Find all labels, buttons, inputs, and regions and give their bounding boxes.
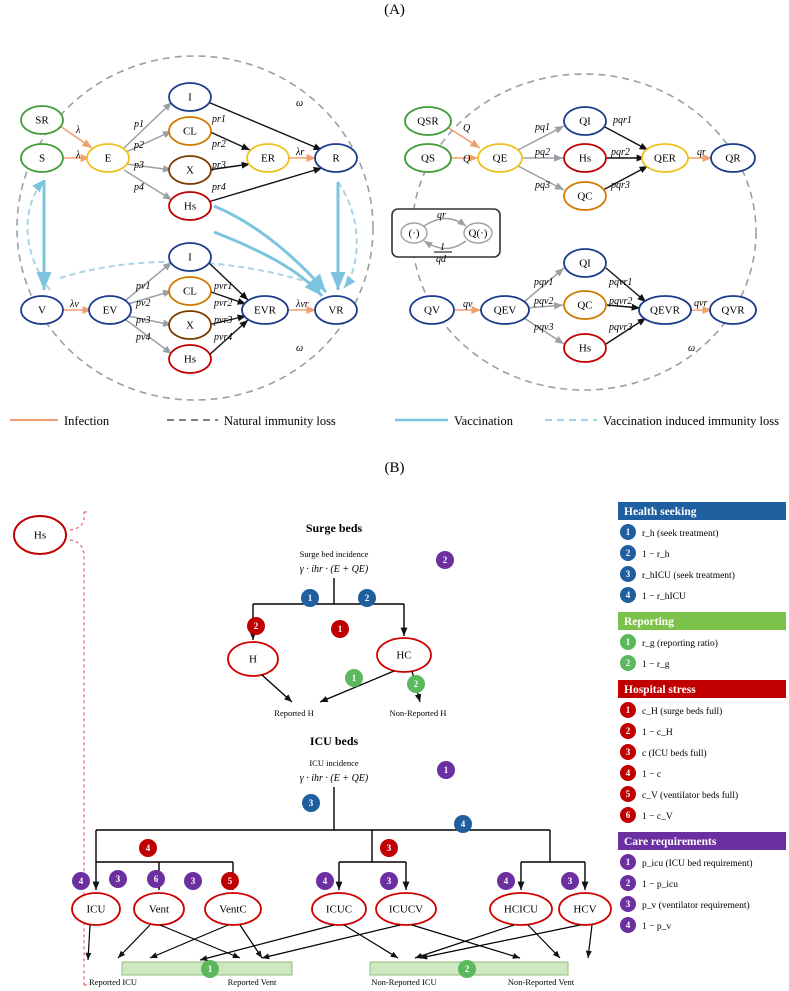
- legend-item-hs-1: r_h (seek treatment): [642, 529, 719, 539]
- edge-label-pvr3: pvr3: [214, 315, 233, 326]
- svg-text:Q(·): Q(·): [468, 227, 488, 240]
- panel-a-right-model: [392, 74, 756, 390]
- output-non-reported-icu: Non-Reported ICU: [371, 977, 437, 987]
- greek-lambda-r: λr: [296, 147, 305, 158]
- legend-item-care-1: p_icu (ICU bed requirement): [642, 859, 753, 869]
- edge-label-p3: p3: [134, 160, 144, 171]
- output-non-reported-h: Non-Reported H: [389, 708, 447, 718]
- node-EVR[interactable]: [242, 296, 288, 324]
- node-QER[interactable]: [642, 144, 688, 172]
- vacc-immunity-loss-right: [338, 182, 357, 288]
- q-label-qv: qv: [463, 299, 473, 310]
- node-ER[interactable]: [247, 144, 289, 172]
- edge-label-pr1: pr1: [212, 114, 226, 125]
- legend-item-hs-4: 1 − r_hICU: [642, 592, 686, 602]
- edge-label-pr3: pr3: [212, 160, 226, 171]
- legend-label-vaccination: Vaccination: [454, 414, 514, 428]
- greek-lambda-v: λv: [70, 299, 79, 310]
- svg-text:ER: ER: [260, 152, 276, 165]
- edge-label-pv1: pv1: [136, 281, 151, 292]
- legend-item-care-3: p_v (ventilator requirement): [642, 901, 750, 911]
- svg-text:3: 3: [386, 876, 392, 887]
- svg-text:1: 1: [351, 673, 357, 684]
- edge-label-pvr1: pvr1: [214, 281, 233, 292]
- node-QV[interactable]: [410, 296, 454, 324]
- legend-item-stress-4: 1 − c: [642, 770, 662, 780]
- svg-text:4: 4: [322, 876, 328, 887]
- greek-lambda-2: λ: [76, 150, 81, 161]
- icu-incidence-line1: ICU incidence: [309, 758, 359, 768]
- svg-text:QEVR: QEVR: [650, 304, 680, 317]
- legend-item-stress-1: c_H (surge beds full): [642, 707, 723, 717]
- edge-e-x: [126, 164, 172, 170]
- legend-item-hs-2: 1 − r_h: [642, 550, 670, 560]
- svg-text:4: 4: [145, 843, 151, 854]
- edge-e-hs: [124, 170, 172, 200]
- q-edge-label-pqr1: pqr1: [613, 115, 632, 126]
- edge-label-p1: p1: [134, 119, 144, 130]
- node-Q-Hs-vax[interactable]: [564, 334, 606, 362]
- svg-text:QER: QER: [654, 152, 676, 165]
- node-E[interactable]: [87, 144, 129, 172]
- svg-text:2: 2: [464, 964, 470, 975]
- svg-text:E: E: [104, 152, 112, 165]
- q-edge-label-pqvr3: pqvr3: [609, 322, 633, 333]
- svg-text:3: 3: [625, 747, 631, 758]
- svg-text:2: 2: [625, 878, 631, 889]
- edge-label-pr4: pr4: [212, 182, 226, 193]
- node-V[interactable]: [21, 296, 63, 324]
- svg-text:1: 1: [443, 765, 449, 776]
- q-edge-label-pqvr2: pqvr2: [609, 296, 633, 307]
- legend-title-care-requirements: Care requirements: [624, 836, 717, 848]
- legend-item-stress-6: 1 − c_V: [642, 812, 673, 822]
- node-S[interactable]: [21, 144, 63, 172]
- node-CL-vax[interactable]: [169, 277, 211, 305]
- vacc-immunity-loss-left: [27, 180, 50, 290]
- svg-text:QI: QI: [579, 257, 591, 270]
- q-label-qr: qr: [697, 147, 706, 158]
- panel-a-label: (A): [384, 2, 405, 18]
- node-QEV[interactable]: [481, 296, 529, 324]
- svg-text:EVR: EVR: [254, 304, 276, 317]
- q-label-omega: ω: [688, 343, 696, 354]
- node-Hs[interactable]: [169, 192, 211, 220]
- legend-title-health-seeking: Health seeking: [624, 506, 697, 518]
- node-HC[interactable]: [377, 638, 431, 672]
- node-QC-vax[interactable]: [564, 291, 606, 319]
- svg-text:2: 2: [625, 548, 631, 559]
- q-edge-label-pq3: pq3: [535, 180, 550, 191]
- icu-incidence-line2: γ · ihr · (E + QE): [299, 773, 369, 784]
- icu-beds-title: ICU beds: [309, 734, 359, 748]
- svg-text:QR: QR: [725, 152, 741, 165]
- q-edge-label-pqr3: pqr3: [611, 180, 630, 191]
- node-Q-Hs[interactable]: [564, 144, 606, 172]
- surge-incidence-line2: γ · ihr · (E + QE): [299, 564, 369, 575]
- svg-text:1: 1: [625, 857, 631, 868]
- edge-label-pv2: pv2: [136, 298, 151, 309]
- edge-label-pr2: pr2: [212, 139, 226, 150]
- svg-text:4: 4: [625, 590, 631, 601]
- svg-text:3: 3: [625, 569, 631, 580]
- svg-text:QV: QV: [424, 304, 440, 317]
- svg-text:VR: VR: [328, 304, 344, 317]
- legend-label-vaccination-induced-immunity-loss: Vaccination induced immunity loss: [603, 414, 780, 428]
- svg-text:V: V: [38, 304, 46, 317]
- svg-text:1: 1: [625, 637, 631, 648]
- node-QR[interactable]: [711, 144, 755, 172]
- svg-text:I: I: [188, 91, 192, 104]
- panel-b-label: (B): [384, 460, 405, 476]
- q-edge-label-pqvr1: pqvr1: [609, 277, 633, 288]
- node-QC[interactable]: [564, 182, 606, 210]
- svg-text:2: 2: [442, 555, 448, 566]
- svg-text:1: 1: [625, 527, 631, 538]
- legend-item-stress-2: 1 − c_H: [642, 728, 673, 738]
- edge-label-pv3: pv3: [136, 315, 151, 326]
- q-label-qvr: qvr: [694, 298, 708, 309]
- greek-lambda-vr: λvr: [296, 299, 309, 310]
- svg-text:(·): (·): [408, 227, 420, 240]
- svg-text:VentC: VentC: [219, 903, 247, 916]
- legend-title-reporting: Reporting: [624, 616, 674, 628]
- svg-text:QE: QE: [492, 152, 508, 165]
- greek-omega-2: ω: [296, 343, 304, 354]
- svg-text:I: I: [188, 251, 192, 264]
- edge-label-pv4: pv4: [136, 332, 151, 343]
- svg-text:X: X: [186, 164, 194, 177]
- svg-text:H: H: [249, 653, 257, 666]
- node-QI-vax[interactable]: [564, 249, 606, 277]
- q-edge-label-pq2: pq2: [535, 147, 550, 158]
- svg-text:1: 1: [625, 705, 631, 716]
- node-H[interactable]: [228, 642, 278, 676]
- svg-text:QVR: QVR: [721, 304, 745, 317]
- legend-item-rep-2: 1 − r_g: [642, 660, 670, 670]
- svg-text:Hs: Hs: [183, 200, 197, 213]
- svg-text:5: 5: [625, 789, 631, 800]
- svg-text:HCV: HCV: [573, 903, 597, 916]
- svg-text:2: 2: [625, 658, 631, 669]
- node-ICUCV[interactable]: [376, 893, 436, 925]
- svg-text:3: 3: [115, 874, 121, 885]
- greek-lambda-1: λ: [76, 125, 81, 136]
- q-edge-label-pqv2: pqv2: [534, 296, 554, 307]
- node-ICUC[interactable]: [312, 893, 366, 925]
- node-X-vax[interactable]: [169, 311, 211, 339]
- inset-label-qd: qd: [436, 254, 446, 265]
- svg-text:QI: QI: [579, 115, 591, 128]
- inset-label-qd-num: 1: [440, 242, 445, 253]
- svg-text:4: 4: [460, 819, 466, 830]
- svg-text:3: 3: [386, 843, 392, 854]
- svg-text:QC: QC: [577, 190, 593, 203]
- vaccination-mid-1: [214, 206, 326, 292]
- node-EV[interactable]: [89, 296, 131, 324]
- svg-text:QSR: QSR: [417, 115, 439, 128]
- panel-a-legend: [10, 414, 779, 428]
- svg-text:6: 6: [153, 874, 159, 885]
- svg-text:6: 6: [625, 810, 631, 821]
- edge-e-cl: [126, 131, 172, 152]
- svg-text:1: 1: [337, 624, 343, 635]
- node-X[interactable]: [169, 156, 211, 184]
- node-VentC[interactable]: [205, 893, 261, 925]
- svg-text:X: X: [186, 319, 194, 332]
- q-label-Q-2: Q: [463, 154, 471, 165]
- greek-omega-1: ω: [296, 98, 304, 109]
- node-SR[interactable]: [21, 106, 63, 134]
- node-VR[interactable]: [315, 296, 357, 324]
- svg-text:R: R: [332, 152, 340, 165]
- svg-text:3: 3: [308, 798, 314, 809]
- panel-b: [14, 512, 611, 987]
- svg-text:2: 2: [413, 679, 419, 690]
- q-edge-label-pqv1: pqv1: [534, 277, 554, 288]
- inset-label-qr: qr: [437, 210, 446, 221]
- svg-text:2: 2: [253, 621, 259, 632]
- legend-title-hospital-stress: Hospital stress: [624, 684, 696, 696]
- svg-text:3: 3: [190, 876, 196, 887]
- svg-text:ICU: ICU: [86, 903, 106, 916]
- svg-text:ICUCV: ICUCV: [388, 903, 424, 916]
- edge-label-pvr2: pvr2: [214, 298, 233, 309]
- svg-text:Hs: Hs: [578, 342, 592, 355]
- svg-text:3: 3: [625, 899, 631, 910]
- node-QVR[interactable]: [710, 296, 756, 324]
- node-HCV[interactable]: [559, 893, 611, 925]
- panel-b-hs-node[interactable]: [14, 516, 66, 554]
- svg-text:SR: SR: [35, 114, 49, 127]
- svg-text:2: 2: [364, 593, 370, 604]
- legend-label-natural-immunity-loss: Natural immunity loss: [224, 414, 336, 428]
- svg-text:S: S: [38, 152, 46, 165]
- node-HCICU[interactable]: [490, 893, 552, 925]
- edge-label-pvr4: pvr4: [214, 332, 233, 343]
- node-QI[interactable]: [564, 107, 606, 135]
- svg-text:4: 4: [78, 876, 84, 887]
- svg-text:HC: HC: [396, 649, 412, 662]
- q-label-Q-1: Q: [463, 123, 471, 134]
- q-edge-label-pqv3: pqv3: [534, 322, 554, 333]
- node-QSR[interactable]: [405, 107, 451, 135]
- svg-text:1: 1: [207, 964, 213, 975]
- legend-item-hs-3: r_hICU (seek treatment): [642, 571, 735, 581]
- node-Hs-vax[interactable]: [169, 345, 211, 373]
- transition-inset: [392, 209, 500, 265]
- legend-label-infection: Infection: [64, 414, 110, 428]
- node-QS[interactable]: [405, 144, 451, 172]
- svg-text:1: 1: [307, 593, 313, 604]
- svg-text:4: 4: [625, 768, 631, 779]
- node-Vent[interactable]: [134, 893, 184, 925]
- edge-e-i: [124, 102, 172, 148]
- legend-item-stress-5: c_V (ventilator beds full): [642, 791, 739, 801]
- svg-text:CL: CL: [182, 285, 198, 298]
- node-ICU[interactable]: [72, 893, 120, 925]
- svg-text:QC: QC: [577, 299, 593, 312]
- surge-incidence-line1: Surge bed incidence: [299, 549, 369, 559]
- legend-item-care-2: 1 − p_icu: [642, 880, 678, 890]
- q-edge-label-pq1: pq1: [535, 122, 550, 133]
- legend-item-rep-1: r_g (reporting ratio): [642, 639, 718, 649]
- node-CL[interactable]: [169, 117, 211, 145]
- node-QEVR[interactable]: [639, 296, 691, 324]
- svg-text:QEV: QEV: [493, 304, 517, 317]
- svg-text:5: 5: [227, 876, 233, 887]
- node-I-vax[interactable]: [169, 243, 211, 271]
- node-I[interactable]: [169, 83, 211, 111]
- panel-b-legend: [618, 502, 786, 933]
- node-QE[interactable]: [478, 144, 522, 172]
- svg-text:2: 2: [625, 726, 631, 737]
- edge-label-p2: p2: [134, 140, 144, 151]
- output-reported-icu: Reported ICU: [89, 977, 137, 987]
- surge-beds-title: Surge beds: [305, 521, 363, 535]
- svg-text:ICUC: ICUC: [325, 903, 353, 916]
- node-R[interactable]: [315, 144, 357, 172]
- q-edge-label-pqr2: pqr2: [611, 147, 630, 158]
- svg-text:CL: CL: [182, 125, 198, 138]
- svg-text:3: 3: [567, 876, 573, 887]
- svg-text:EV: EV: [102, 304, 118, 317]
- output-reported-vent: Reported Vent: [227, 977, 277, 987]
- legend-item-care-4: 1 − p_v: [642, 922, 672, 932]
- svg-text:4: 4: [503, 876, 509, 887]
- legend-item-stress-3: c (ICU beds full): [642, 749, 707, 759]
- svg-text:Vent: Vent: [148, 903, 170, 916]
- svg-text:Hs: Hs: [578, 152, 592, 165]
- output-reported-h: Reported H: [274, 708, 314, 718]
- svg-text:Hs: Hs: [33, 529, 47, 542]
- output-non-reported-vent: Non-Reported Vent: [507, 977, 575, 987]
- svg-text:4: 4: [625, 920, 631, 931]
- svg-text:QS: QS: [420, 152, 436, 165]
- svg-text:HCICU: HCICU: [503, 903, 539, 916]
- edge-label-p4: p4: [134, 182, 144, 193]
- panel-a-left-model: [17, 56, 373, 400]
- svg-text:Hs: Hs: [183, 353, 197, 366]
